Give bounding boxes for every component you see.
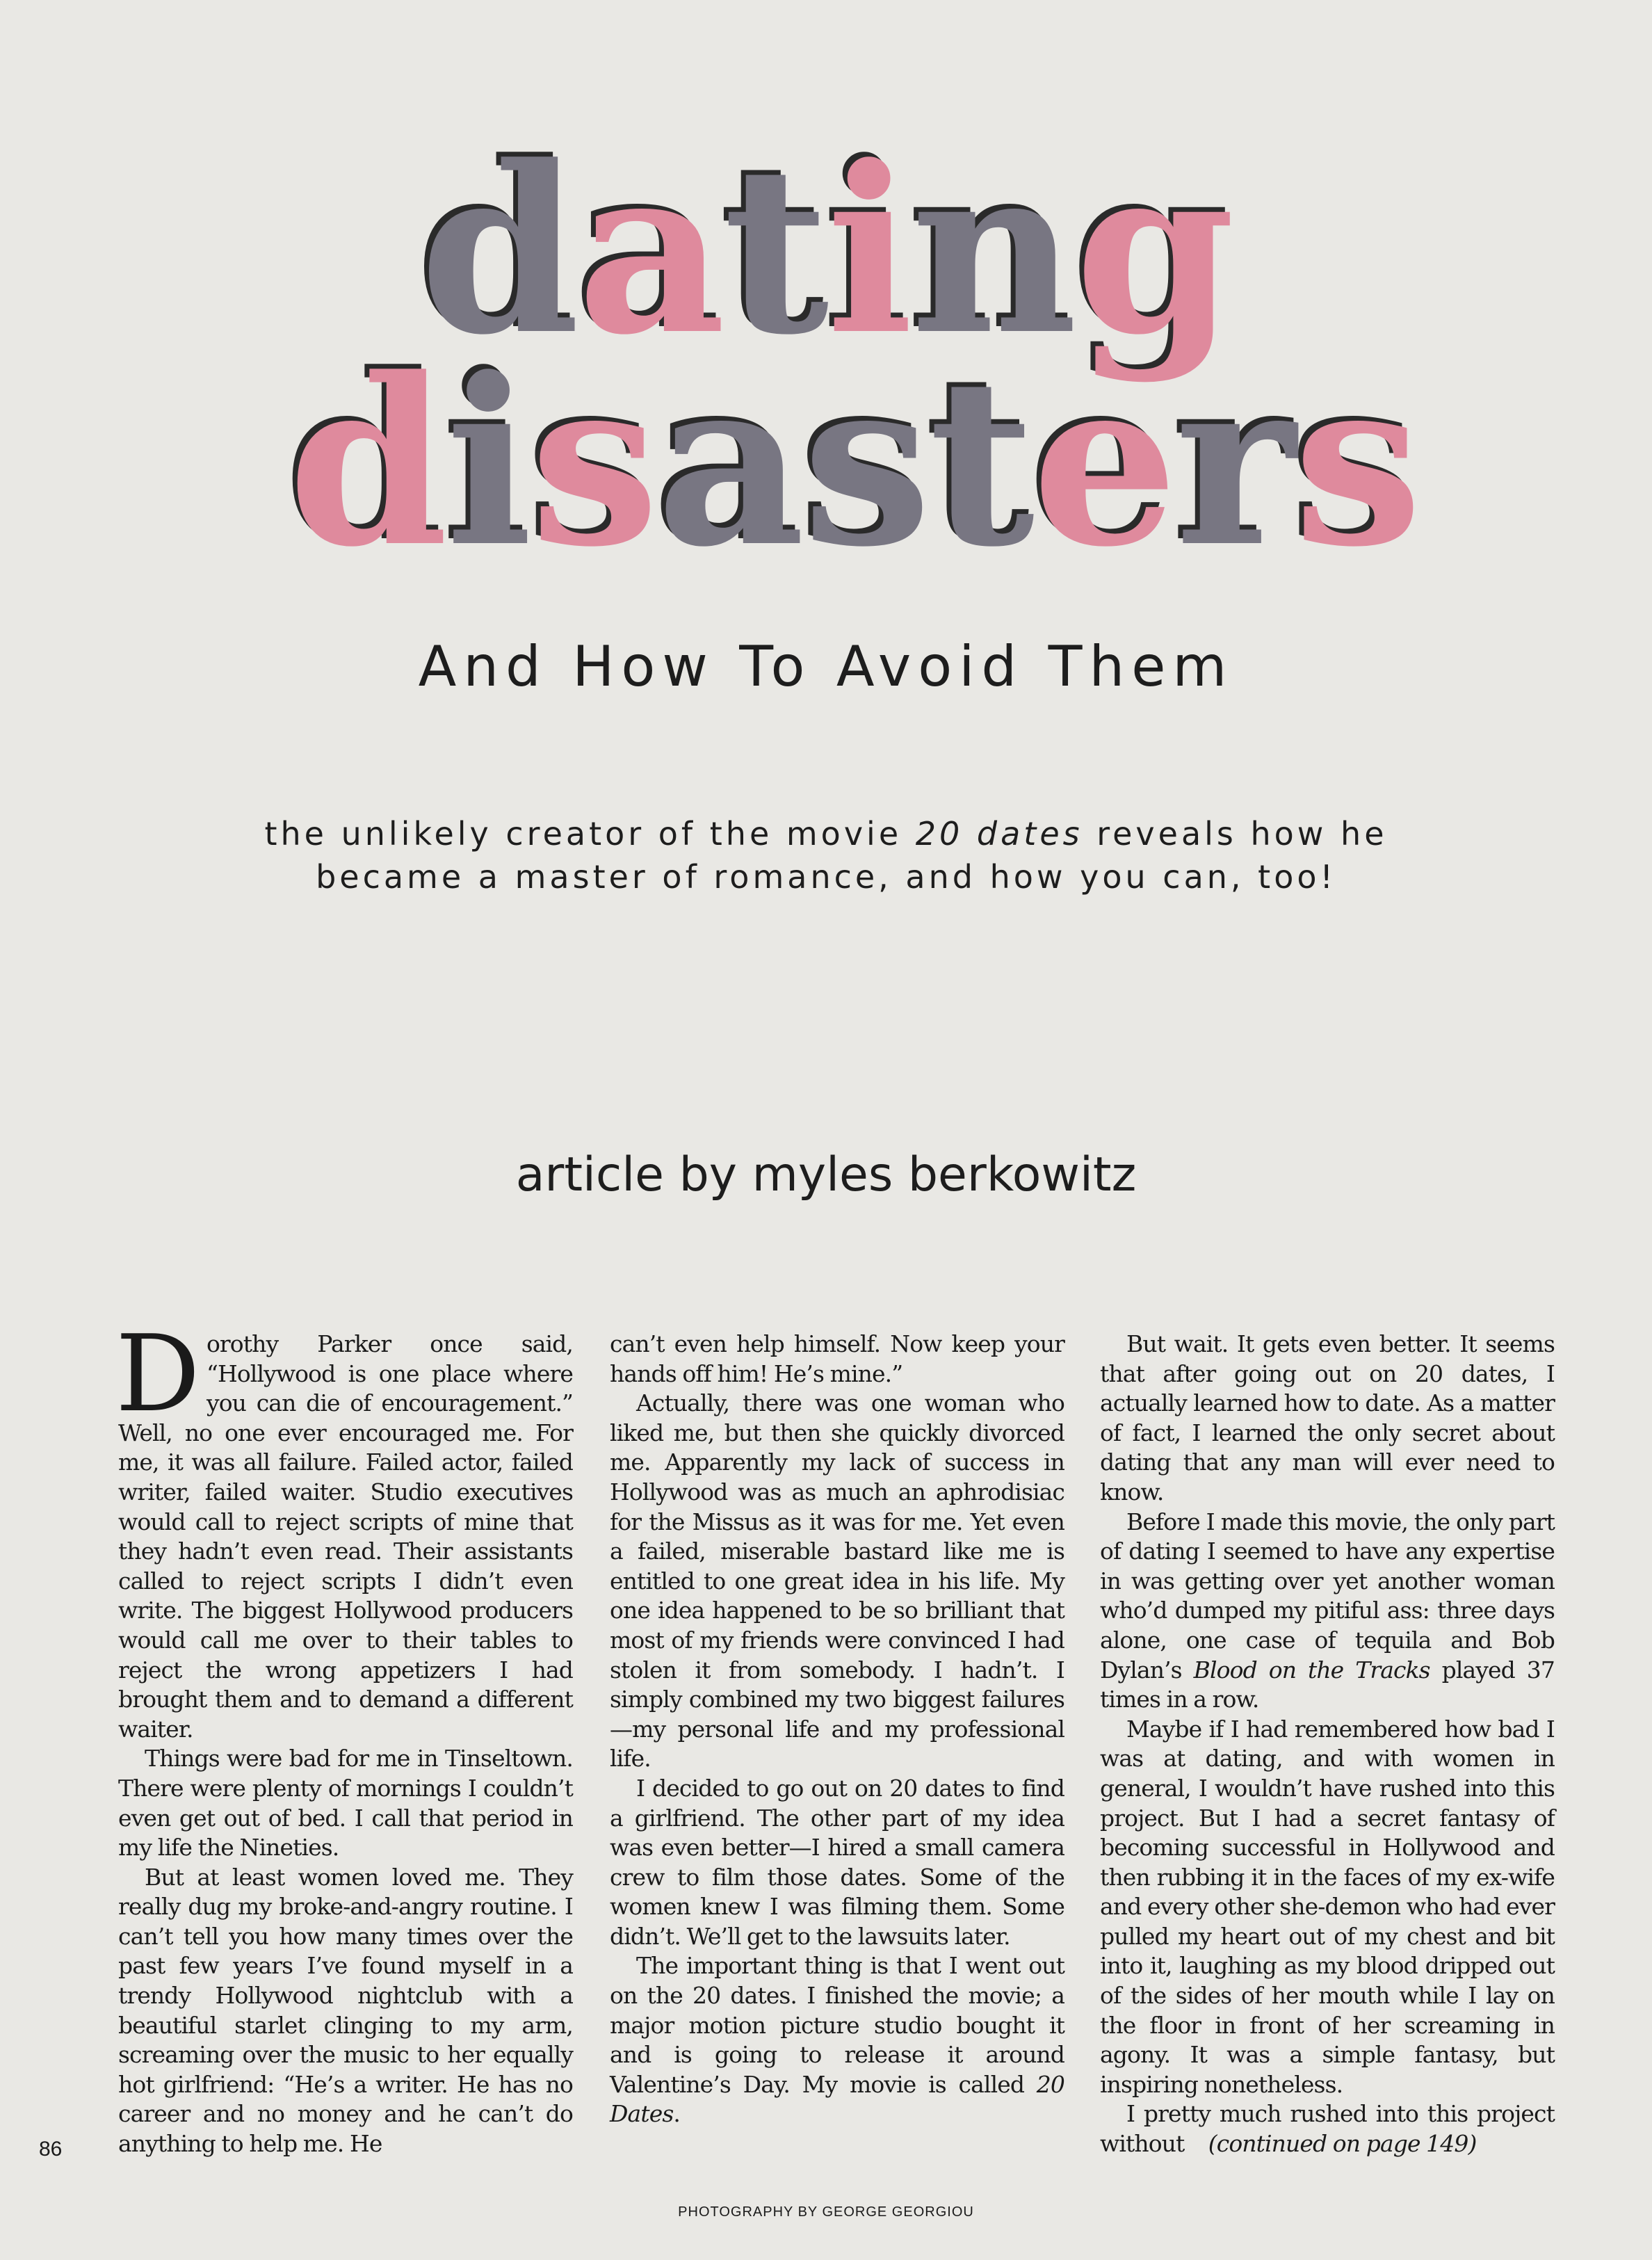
title-letter: n	[910, 115, 1075, 385]
paragraph: I pretty much rushed into this project without (continued on page 149)	[1100, 2100, 1555, 2158]
page-number: 86	[39, 2138, 63, 2161]
byline: article by myles berkowitz	[515, 1147, 1137, 1202]
paragraph: I decided to go out on 20 dates to find a girlfriend. The other part of my idea was even better—I hired a small camera crew to film those dates. Some of the women knew I was filming them. Some didn’t. We’ll get to the lawsuits later.	[610, 1774, 1064, 1950]
title-letter: s	[530, 328, 657, 597]
paragraph: Before I made this movie, the only part of dating I seemed to have any expertise in was getting over yet another woman who’d dumped my pitiful ass: three days alone, one case of tequila and Bob Dylan’s Blood on the Tracks played 37 times in a row.	[1100, 1508, 1555, 1713]
paragraph: Actually, there was one woman who liked me, but then she quickly divorced me. Apparently my lack of success in Hollywood was as much an aphrodisiac for the Missus as it was for me. Yet even a failed, miserable bastard like me is entitled to one great idea in his life. My one idea happened to be so brilliant that most of my friends were convinced I had stolen it from somebody. I hadn’t. I simply combined my two biggest failures—my personal life and my professional life.	[610, 1389, 1064, 1773]
subtitle: And How To Avoid Them	[418, 634, 1234, 699]
article-column-2	[610, 1330, 1064, 2129]
paragraph: But at least women loved me. They really dug my broke-and-angry routine. I can’t tell you how many times over the past few years I’ve found myself in a trendy Hollywood nightclub with a beautiful starlet clinging to my arm, screaming over the music to her equally hot girlfriend: “He’s a writer. He has no career and no money and he can’t do anything to help me. He	[118, 1863, 573, 2158]
article-column-1	[115, 1312, 573, 2159]
title-letter: t	[723, 115, 827, 385]
paragraph: But wait. It gets even better. It seems that after going out on 20 dates, I actually learned how to date. As a matter of fact, I learned the only secret about dating that any man will ever need to know.	[1100, 1330, 1555, 1506]
deck	[0, 812, 1652, 898]
title-letter: e	[1032, 328, 1176, 597]
title-letter: d	[288, 328, 446, 597]
title-letter: i	[445, 328, 531, 597]
deck-line-1: the unlikely creator of the movie 20 dates reveals how he	[264, 815, 1388, 853]
title-letter: a	[656, 328, 802, 597]
deck-line-2: became a master of romance, and how you can, too!	[316, 858, 1336, 896]
paragraph: Things were bad for me in Tinseltown. There were plenty of mornings I couldn’t even get out of bed. I call that period in my life the Nineties.	[118, 1745, 573, 1862]
drop-cap: D	[115, 1312, 200, 1435]
title-letter: g	[1074, 115, 1233, 385]
title-letter: a	[577, 115, 724, 385]
paragraph: Dorothy Parker once said, “Hollywood is one place where you can die of encouragement.” Well, no one ever encouraged me. For me, it was all failure. Failed actor, failed writer, failed waiter. Studio executives would call to reject scripts of mine that they hadn’t even read. Their assistants called to reject scripts I didn’t even write. The biggest Hollywood producers would call me over to their tables to reject the wrong appetizers I had brought them and to demand a different waiter.	[115, 1312, 573, 1743]
title-letter: d	[419, 115, 578, 385]
continued-note: (continued on page 149)	[1208, 2130, 1477, 2158]
title-letter: s	[1293, 328, 1420, 597]
photo-credit: PHOTOGRAPHY BY GEORGE GEORGIOU	[678, 2204, 974, 2220]
title-letter: t	[928, 328, 1032, 597]
paragraph: can’t even help himself. Now keep your hands off him! He’s mine.”	[610, 1330, 1064, 1387]
title-letter: r	[1175, 328, 1294, 597]
paragraph: The important thing is that I went out on the 20 dates. I finished the movie; a major motion picture studio bought it and is going to release it around Valentine’s Day. My movie is called 20 Dates.	[610, 1952, 1064, 2128]
article-column-3	[1100, 1330, 1555, 2159]
title-line-2	[0, 328, 1652, 597]
movie-title: 20 dates	[915, 815, 1083, 853]
title-letter: i	[826, 115, 911, 385]
title-letter: s	[802, 328, 929, 597]
paragraph: Maybe if I had remembered how bad I was at dating, and with women in general, I wouldn’t have rushed into this project. But I had a secret fantasy of becoming successful in Hollywood and then rubbing it in the faces of my ex-wife and every other she-demon who had ever pulled my heart out of my chest and bit into it, laughing as my blood dripped out of the sides of her mouth while I lay on the floor in front of her screaming in agony. It was a simple fantasy, but inspiring nonetheless.	[1100, 1715, 1555, 2098]
